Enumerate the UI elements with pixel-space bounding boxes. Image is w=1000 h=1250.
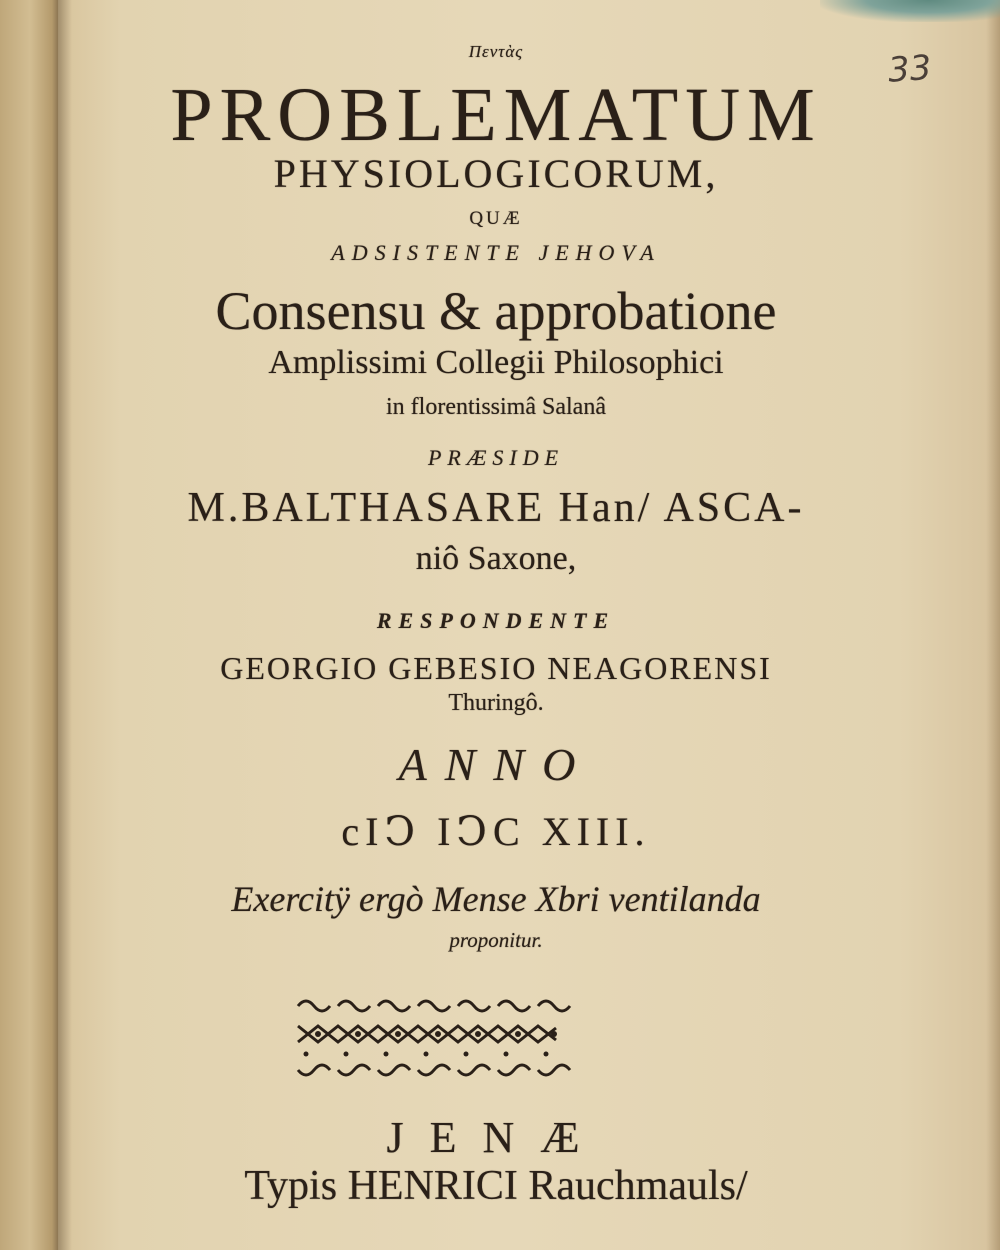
exercitii-line: Exercitÿ ergò Mense Xbri ventilanda bbox=[231, 879, 761, 919]
proponitur-line: proponitur. bbox=[449, 928, 543, 952]
greek-heading: Πεντὰς bbox=[468, 42, 524, 61]
imprint-place: JENÆ bbox=[386, 1113, 606, 1162]
respondent-origin: Thuringô. bbox=[448, 690, 544, 716]
title-line-2: PHYSIOLOGICORUM, bbox=[273, 151, 719, 196]
salana-line: in florentissimâ Salanâ bbox=[386, 394, 606, 420]
fleuron-ornament-icon bbox=[292, 992, 572, 1084]
title-page bbox=[72, 0, 920, 1250]
respondent-name: GEORGIO GEBESIO NEAGORENSI bbox=[220, 650, 772, 686]
collegium-line: Amplissimi Collegii Philosophici bbox=[268, 344, 724, 381]
praeses-name: M.BALTHASARE Han/ ASCA- bbox=[187, 485, 805, 531]
adsistente-line: ADSISTENTE JEHOVA bbox=[331, 240, 661, 265]
imprint-printer: Typis HENRICI Rauchmauls/ bbox=[244, 1163, 748, 1209]
page-edge-shadow bbox=[986, 0, 1000, 1250]
consensu-line: Consensu & approbatione bbox=[215, 281, 777, 341]
book-gutter bbox=[0, 0, 58, 1250]
folio-number: 33 bbox=[886, 47, 933, 91]
anno-label: ANNO bbox=[398, 739, 594, 790]
quae-line: QUÆ bbox=[469, 208, 523, 229]
year-line: cIↃ IↃC XIII. bbox=[341, 809, 651, 854]
praeses-name-continued: niô Saxone, bbox=[415, 540, 577, 577]
respondente-label: RESPONDENTE bbox=[376, 608, 616, 633]
praeside-label: PRÆSIDE bbox=[427, 445, 565, 470]
title-line-1: PROBLEMATUM bbox=[170, 73, 822, 157]
gutter-shadow bbox=[58, 0, 72, 1250]
